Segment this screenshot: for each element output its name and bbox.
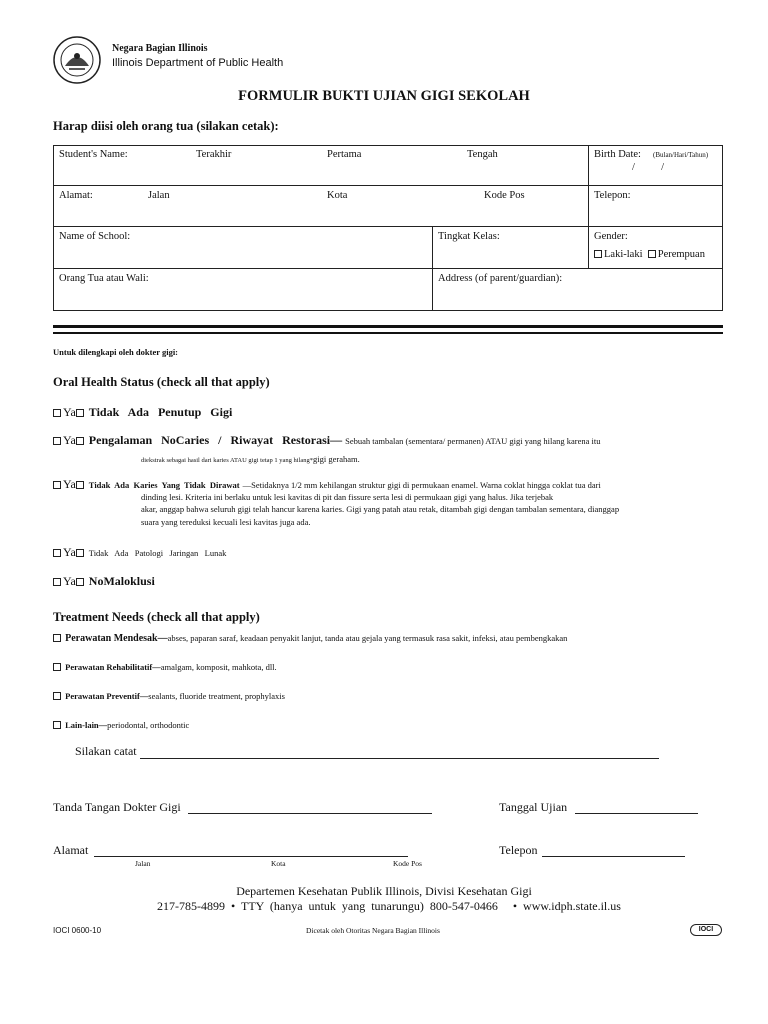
department-name: Illinois Department of Public Health: [112, 57, 284, 69]
ioci-logo: [690, 924, 722, 936]
state-seal: [53, 36, 101, 84]
item3-checkbox[interactable]: [53, 481, 61, 489]
item5-label: NoMaloklusi: [88, 574, 155, 588]
birth-date-label: Birth Date:: [594, 149, 641, 160]
oral-health-heading: Oral Health Status (check all that apply): [53, 375, 270, 389]
form-id: IOCI 0600-10: [53, 926, 102, 935]
female-checkbox[interactable]: [648, 250, 656, 258]
footer-contact: 217-785-4899 • TTY (hanya untuk yang tunarungu) 800-547-0466 • www.idph.state.il.us: [157, 899, 621, 913]
yes-label: Ya: [63, 574, 76, 588]
divider-thin: [53, 332, 723, 334]
birth-date-cell[interactable]: [588, 145, 723, 186]
dentist-address-line[interactable]: [94, 856, 408, 857]
parent-instruction: Harap diisi oleh orang tua (silakan cetak):: [53, 119, 279, 133]
urgent-desc: abses, paparan saraf, keadaan penyakit lanjut, tanda atau gejala yang termasuk rasa sakit, infeksi, atau pembengkakan: [167, 633, 568, 643]
preventive-checkbox[interactable]: [53, 692, 61, 700]
male-label: Laki-laki: [604, 249, 643, 260]
last-name-label: Terakhir: [196, 149, 232, 160]
item2-no-checkbox[interactable]: [76, 437, 84, 445]
city-label: Kota: [327, 190, 348, 201]
grade-cell[interactable]: [432, 226, 589, 269]
item3-desc-2: dinding lesi. Kriteria ini berlaku untuk lesi kavitas di pit dan fissure serta lesi di permukaan gigi yang halus. Jika terjebak: [141, 492, 554, 502]
treatment-urgent: [53, 633, 567, 644]
student-name-label: Student's Name:: [59, 149, 128, 160]
exam-date-line[interactable]: [575, 813, 698, 814]
treatment-heading: Treatment Needs (check all that apply): [53, 610, 260, 624]
preventive-desc: sealants, fluoride treatment, prophylaxis: [148, 691, 285, 701]
yes-label: Ya: [63, 405, 76, 419]
student-name-cell[interactable]: [53, 145, 589, 186]
addr-street-label: Jalan: [135, 859, 151, 868]
item3-no-checkbox[interactable]: [76, 481, 84, 489]
first-name-label: Pertama: [327, 149, 362, 160]
item5-no-checkbox[interactable]: [76, 578, 84, 586]
birth-date-slashes: / /: [632, 162, 665, 173]
footer-department: Departemen Kesehatan Publik Illinois, Divisi Kesehatan Gigi: [236, 884, 532, 898]
item2-desc2-tail: gigi geraham.: [313, 454, 360, 464]
birth-date-hint: (Bulan/Hari/Tahun): [653, 151, 709, 159]
grade-label: Tingkat Kelas:: [438, 231, 500, 242]
item2-desc: Sebuah tambalan (sementara/ permanen) ATAU gigi yang hilang karena itu: [345, 436, 601, 446]
rehab-desc: amalgam, komposit, mahkota, dll.: [160, 662, 277, 672]
school-cell[interactable]: [53, 226, 433, 269]
addr-zip-label: Kode Pos: [393, 859, 422, 868]
gender-cell: [588, 226, 723, 269]
other-checkbox[interactable]: [53, 721, 61, 729]
item4-checkbox[interactable]: [53, 549, 61, 557]
rehab-checkbox[interactable]: [53, 663, 61, 671]
item3-desc-4: suara yang tereduksi kecuali lesi kavitas juga ada.: [141, 517, 311, 527]
oral-item-malocclusion: [53, 574, 155, 589]
divider-thick: [53, 325, 723, 328]
item3-desc-1: —Setidaknya 1/2 mm kehilangan struktur gigi di permukaan enamel. Warna coklat hingga coklat tua dari: [242, 480, 601, 490]
address-label: Alamat:: [59, 190, 93, 201]
guardian-label: Orang Tua atau Wali:: [59, 273, 149, 284]
oral-item-untreated-caries: [53, 477, 601, 492]
preventive-title: Perawatan Preventif—: [65, 691, 149, 701]
urgent-checkbox[interactable]: [53, 634, 61, 642]
oral-item-caries-experience: [53, 433, 601, 448]
dentist-note: Untuk dilengkapi oleh dokter gigi:: [53, 347, 179, 357]
item4-no-checkbox[interactable]: [76, 549, 84, 557]
female-label: Perempuan: [657, 249, 705, 260]
form-title: FORMULIR BUKTI UJIAN GIGI SEKOLAH: [238, 88, 530, 104]
item4-label: Tidak Ada Patologi Jaringan Lunak: [88, 548, 227, 558]
treatment-other: [53, 720, 189, 730]
school-label: Name of School:: [59, 231, 131, 242]
state-name: Negara Bagian Illinois: [112, 43, 208, 54]
yes-label: Ya: [63, 477, 76, 491]
guardian-cell[interactable]: [53, 268, 433, 311]
gender-options: [594, 249, 705, 260]
rehab-title: Perawatan Rehabilitatif—: [65, 662, 161, 672]
ioci-logo-text: IOCI: [698, 926, 714, 933]
printed-by: Dicetak oleh Otoritas Negara Bagian Illinois: [306, 926, 440, 935]
item2-desc-continued: [141, 449, 360, 467]
other-title: Lain-lain—: [65, 720, 108, 730]
address-cell[interactable]: [53, 185, 589, 227]
dentist-phone-line[interactable]: [542, 856, 685, 857]
phone-cell[interactable]: [588, 185, 723, 227]
gender-label: Gender:: [594, 231, 628, 242]
dentist-phone-label: Telepon: [499, 843, 538, 857]
street-label: Jalan: [148, 190, 170, 201]
yes-label: Ya: [63, 545, 76, 559]
urgent-title: Perawatan Mendesak—: [65, 633, 168, 644]
item3-title: Tidak Ada Karies Yang Tidak Dirawat: [88, 480, 240, 490]
item5-checkbox[interactable]: [53, 578, 61, 586]
treatment-preventive: [53, 691, 285, 701]
yes-label: Ya: [63, 433, 76, 447]
addr-city-label: Kota: [271, 859, 286, 868]
item2-desc2-small: diekstrak sebagai hasil dari karies ATAU gigi tetap 1 yang hilang*: [141, 457, 314, 464]
item1-label: Tidak Ada Penutup Gigi: [88, 405, 233, 419]
item1-no-checkbox[interactable]: [76, 409, 84, 417]
phone-label: Telepon:: [594, 190, 631, 201]
guardian-address-label: Address (of parent/guardian):: [438, 273, 563, 284]
male-checkbox[interactable]: [594, 250, 602, 258]
treatment-rehab: [53, 662, 277, 672]
item1-checkbox[interactable]: [53, 409, 61, 417]
oral-item-no-sealants: [53, 405, 232, 420]
exam-date-label: Tanggal Ujian: [499, 800, 568, 814]
item2-title: Pengalaman NoCaries / Riwayat Restorasi—: [88, 433, 343, 447]
signature-line[interactable]: [188, 813, 432, 814]
item2-checkbox[interactable]: [53, 437, 61, 445]
middle-name-label: Tengah: [467, 149, 498, 160]
dentist-address-label: Alamat: [53, 843, 89, 857]
notes-label: Silakan catat: [75, 744, 137, 758]
item3-desc-3: akar, anggap bahwa seluruh gigi telah hancur karena karies. Gigi yang patah atau retak, ditambah gigi dengan tambalan sementara, dianggap: [141, 504, 620, 514]
signature-label: Tanda Tangan Dokter Gigi: [53, 800, 181, 814]
notes-line[interactable]: [140, 758, 659, 759]
guardian-address-cell[interactable]: [432, 268, 723, 311]
zip-label: Kode Pos: [484, 190, 525, 201]
other-desc: periodontal, orthodontic: [107, 720, 190, 730]
oral-item-soft-tissue: [53, 545, 226, 560]
